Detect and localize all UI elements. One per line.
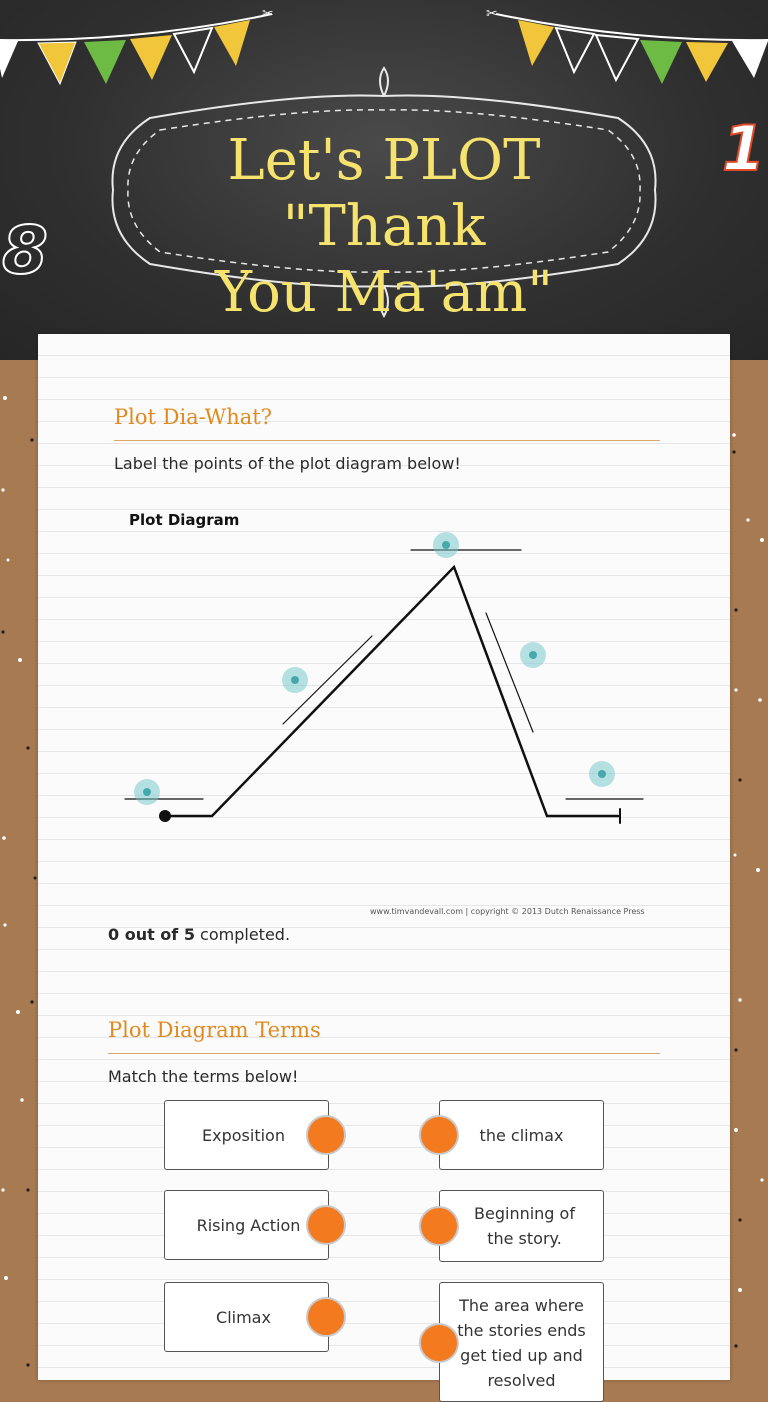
definition-label: Beginning of the story. — [474, 1204, 575, 1248]
hotspot-resolution[interactable] — [589, 761, 615, 787]
definition-label: The area where the stories ends get tied up and resolved — [457, 1296, 586, 1390]
connector-definition-3[interactable] — [419, 1323, 459, 1363]
term-label: Climax — [216, 1307, 271, 1327]
connector-term-climax[interactable] — [306, 1297, 346, 1337]
section-title-plot-dia-what: Plot Dia-What? — [114, 405, 272, 429]
term-card-exposition[interactable] — [164, 1100, 329, 1170]
title-line-2: You Ma'am" — [214, 260, 554, 325]
diagram-title: Plot Diagram — [129, 511, 240, 529]
instruction-label-diagram: Label the points of the plot diagram below! — [114, 454, 461, 473]
definition-card-3[interactable] — [439, 1282, 604, 1402]
term-label: Exposition — [202, 1125, 285, 1145]
worksheet-paper — [38, 334, 730, 1380]
term-label: Rising Action — [196, 1215, 301, 1235]
connector-term-rising-action[interactable] — [306, 1205, 346, 1245]
decorative-number-1: 1 — [722, 112, 766, 185]
term-card-climax[interactable] — [164, 1282, 329, 1352]
progress-suffix: completed. — [194, 925, 291, 944]
page-title — [120, 128, 648, 326]
connector-term-exposition[interactable] — [306, 1115, 346, 1155]
hotspot-exposition[interactable] — [134, 779, 160, 805]
hotspot-falling-action[interactable] — [520, 642, 546, 668]
definition-card-1[interactable] — [439, 1100, 604, 1170]
instruction-label-match: Match the terms below! — [108, 1067, 299, 1086]
progress-count: 0 out of 5 — [108, 925, 195, 944]
definition-card-2[interactable] — [439, 1190, 604, 1262]
definition-label: the climax — [479, 1125, 564, 1145]
progress-status — [108, 925, 290, 944]
decorative-number-8: 8 — [2, 212, 48, 289]
bunting-right-icon — [486, 6, 768, 84]
svg-text:✂: ✂ — [262, 6, 274, 22]
hotspot-rising-action[interactable] — [282, 667, 308, 693]
section-divider — [114, 440, 660, 441]
copyright-credit: www.timvandevall.com | copyright © 2013 Dutch Renaissance Press — [370, 907, 645, 916]
title-line-1: Let's PLOT "Thank — [227, 128, 541, 259]
bunting-left-icon — [0, 6, 274, 84]
chalkboard-header — [0, 0, 768, 360]
connector-definition-2[interactable] — [419, 1206, 459, 1246]
term-card-rising-action[interactable] — [164, 1190, 329, 1260]
hotspot-climax[interactable] — [433, 532, 459, 558]
svg-text:✂: ✂ — [486, 6, 498, 22]
section-divider — [108, 1053, 660, 1054]
connector-definition-1[interactable] — [419, 1115, 459, 1155]
section-title-plot-diagram-terms: Plot Diagram Terms — [108, 1018, 321, 1042]
